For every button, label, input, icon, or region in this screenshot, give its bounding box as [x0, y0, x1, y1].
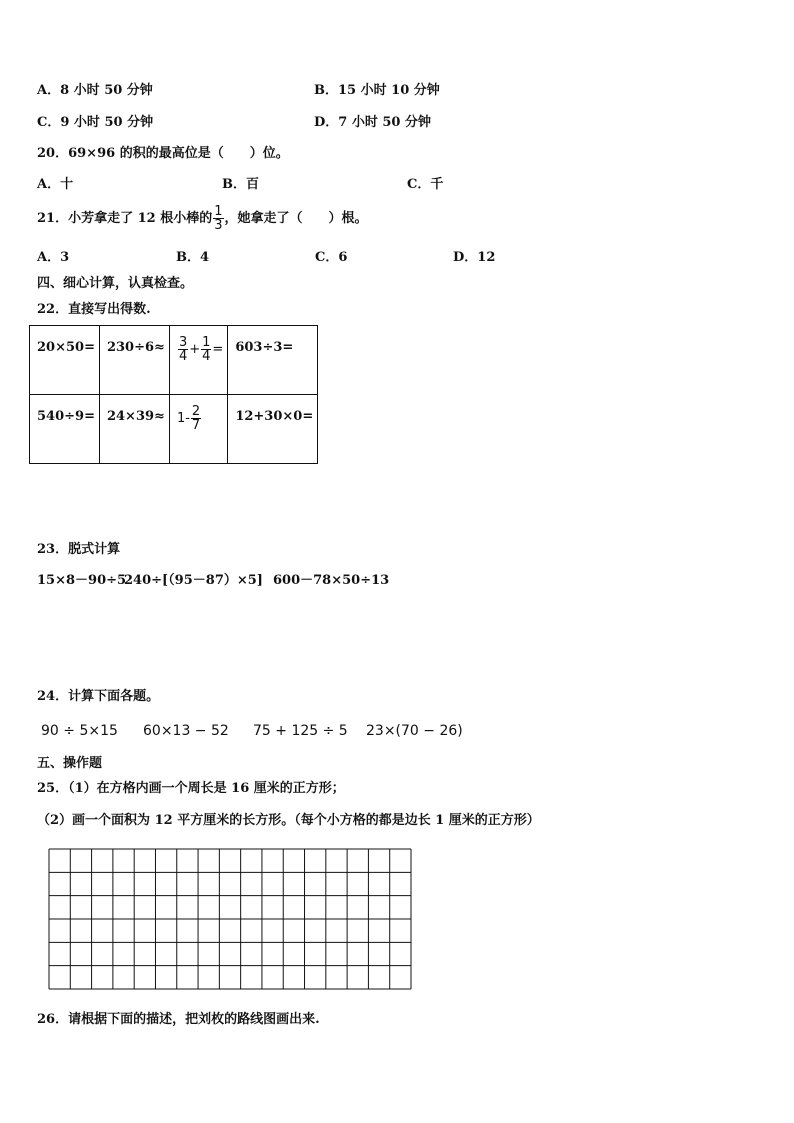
option-text: 7 小时 50 分钟: [338, 115, 431, 130]
q24-stem: 24．计算下面各题。: [37, 689, 160, 704]
q24-expr-3: 75 + 125 ÷ 5: [253, 723, 348, 739]
fraction-denominator: 4: [202, 349, 211, 364]
q20-stem: 20．69×96 的积的最高位是（ ）位。: [37, 146, 289, 161]
q21-option-b[interactable]: [176, 250, 209, 266]
q21-option-c[interactable]: [315, 250, 347, 266]
q19-option-b[interactable]: [314, 83, 440, 99]
q23-expr-1: 15×8－90÷5: [37, 573, 127, 588]
option-letter: C．: [407, 177, 431, 192]
q21-option-a[interactable]: [37, 250, 69, 266]
option-letter: A．: [37, 177, 61, 192]
table-cell[interactable]: [30, 395, 100, 464]
q20-option-c[interactable]: [407, 177, 443, 193]
option-letter: C．: [315, 250, 339, 265]
option-text: 15 小时 10 分钟: [338, 83, 440, 98]
section5-title: 五、操作题: [37, 756, 103, 771]
table-cell[interactable]: [228, 326, 318, 395]
option-letter: B．: [176, 250, 200, 265]
option-text: 6: [338, 250, 348, 265]
option-letter: B．: [314, 83, 338, 98]
table-cell[interactable]: [169, 326, 227, 395]
cell-text: 540÷9=: [37, 409, 95, 424]
fraction-numerator: 2: [191, 404, 201, 419]
table-row: [30, 326, 318, 395]
option-letter: A．: [37, 83, 61, 98]
fraction: [201, 336, 211, 363]
equals-sign: =: [212, 342, 224, 357]
fraction-denominator: 7: [191, 418, 201, 433]
option-text: 十: [60, 177, 74, 192]
fraction: [178, 336, 188, 363]
option-text: 4: [200, 250, 210, 265]
cell-text: 20×50=: [37, 340, 95, 355]
table-cell[interactable]: [169, 395, 227, 464]
option-letter: B．: [222, 177, 246, 192]
q21-fraction: [213, 205, 223, 232]
expression-prefix: 1-: [176, 411, 190, 426]
cell-text: 12+30×0=: [235, 409, 314, 424]
q25-line-2: （2）画一个面积为 12 平方厘米的长方形。（每个小方格的都是边长 1 厘米的正方形）: [37, 813, 540, 828]
fraction: [191, 405, 201, 432]
fraction-numerator: 1: [202, 335, 211, 350]
q20-option-b[interactable]: [222, 177, 259, 193]
table-cell[interactable]: [99, 326, 169, 395]
table-cell[interactable]: [99, 395, 169, 464]
fraction-numerator: 3: [178, 335, 188, 350]
table-cell[interactable]: [228, 395, 318, 464]
q25-line-1: 25．（1）在方格内画一个周长是 16 厘米的正方形；: [37, 781, 345, 796]
q24-expr-4: 23×(70 − 26): [366, 723, 463, 739]
q22-calc-table: [29, 325, 318, 464]
q23-expr-3: 600－78×50÷13: [273, 573, 390, 588]
q19-option-a[interactable]: [37, 83, 153, 99]
option-text: 12: [477, 250, 496, 265]
q26-stem: 26．请根据下面的描述，把刘枚的路线图画出来.: [37, 1012, 320, 1027]
option-text: 8 小时 50 分钟: [60, 83, 153, 98]
drawing-grid[interactable]: [48, 848, 412, 990]
q21-stem: [37, 204, 368, 234]
fraction-denominator: 3: [214, 218, 223, 233]
option-letter: C．: [37, 115, 61, 130]
q20-option-a[interactable]: [37, 177, 73, 193]
q21-stem-before: 21．小芳拿走了 12 根小棒的: [37, 211, 213, 226]
option-letter: D．: [453, 250, 478, 265]
option-letter: D．: [314, 115, 339, 130]
q19-option-d[interactable]: [314, 115, 431, 131]
q24-expr-2: 60×13 − 52: [143, 723, 229, 739]
table-row: [30, 395, 318, 464]
operator: +: [189, 342, 201, 357]
option-text: 千: [430, 177, 444, 192]
q21-stem-after: ，她拿走了（ ）根。: [224, 211, 368, 226]
option-text: 9 小时 50 分钟: [60, 115, 154, 130]
option-letter: A．: [37, 250, 61, 265]
fraction-denominator: 4: [178, 349, 188, 364]
cell-text: 24×39≈: [106, 409, 165, 424]
option-text: 百: [246, 177, 260, 192]
fraction-numerator: 1: [214, 204, 223, 219]
table-cell[interactable]: [30, 326, 100, 395]
cell-text: 603÷3=: [235, 340, 294, 355]
section4-title: 四、细心计算，认真检查。: [37, 276, 194, 291]
q22-stem: 22．直接写出得数.: [37, 302, 151, 317]
cell-text: 230÷6≈: [106, 340, 165, 355]
q21-option-d[interactable]: [453, 250, 495, 266]
option-text: 3: [60, 250, 70, 265]
q24-expr-1: 90 ÷ 5×15: [41, 723, 118, 739]
q23-expr-2: 240÷[（95－87）×5]: [124, 573, 263, 588]
q23-stem: 23．脱式计算: [37, 542, 121, 557]
q19-option-c[interactable]: [37, 115, 153, 131]
